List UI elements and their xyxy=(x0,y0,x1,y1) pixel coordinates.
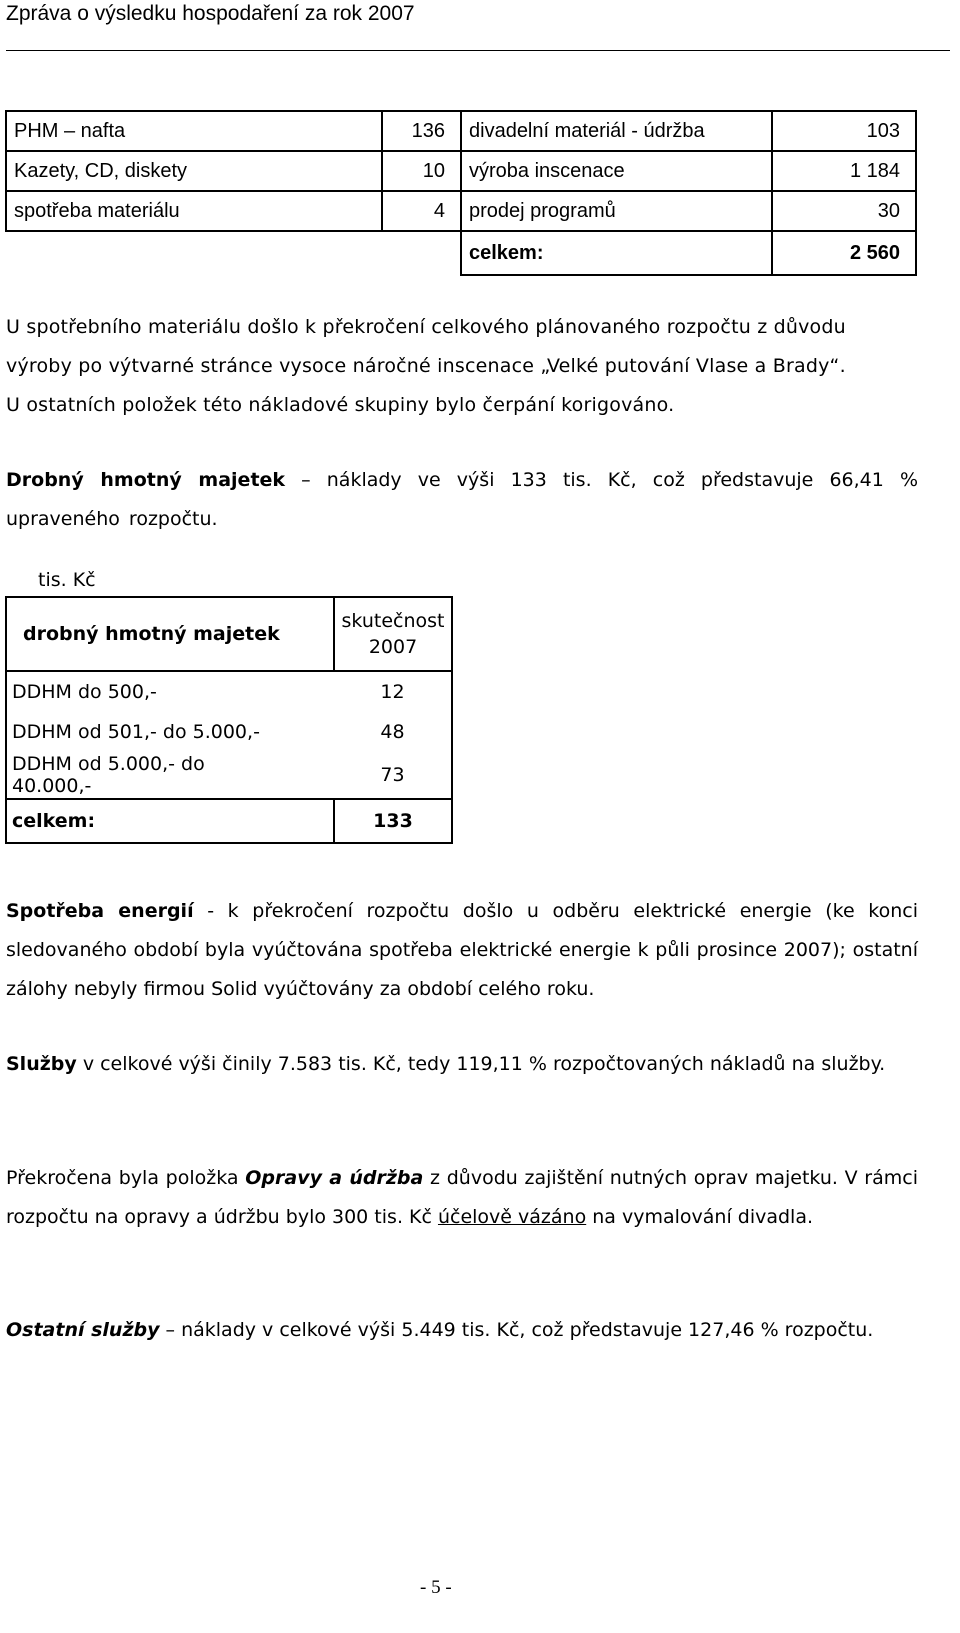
row-value: 12 xyxy=(334,671,452,712)
paragraph-line: výroby po výtvarné stránce vysoce náročné inscenace „Velké putování Vlase a Brady“. xyxy=(6,355,846,377)
header-divider xyxy=(6,50,950,51)
report-title: Zpráva o výsledku hospodaření za rok 2007 xyxy=(6,2,415,25)
materials-table xyxy=(5,110,917,276)
page-number: - 5 - xyxy=(420,1577,452,1598)
heading-sluzby: Služby xyxy=(6,1053,77,1075)
row-label: DDHM od 5.000,- do 40.000,- xyxy=(6,752,334,799)
cell-label: výroba inscenace xyxy=(461,151,772,191)
paragraph-ddhm xyxy=(6,461,918,539)
heading-opravy: Opravy a údržba xyxy=(245,1167,424,1189)
paragraph-ostatni xyxy=(6,1311,918,1350)
paragraph-text: v celkové výši činily 7.583 tis. Kč, tedy 119,11 % rozpočtovaných nákladů na služby. xyxy=(76,1053,886,1075)
header-value: skutečnost 2007 xyxy=(334,597,452,671)
table-total-row xyxy=(6,799,452,843)
paragraph-text: Překročena byla položka xyxy=(6,1167,246,1189)
paragraph-sluzby xyxy=(6,1045,918,1084)
cell-value: 136 xyxy=(382,111,461,151)
cell-label: PHM – nafta xyxy=(6,111,382,151)
paragraph-text: na vymalování divadla. xyxy=(586,1206,814,1228)
cell-value: 10 xyxy=(382,151,461,191)
total-label: celkem: xyxy=(461,231,772,275)
table-row xyxy=(6,712,452,752)
table-header-row xyxy=(6,597,452,671)
unit-label: tis. Kč xyxy=(38,569,96,591)
cell-value: 30 xyxy=(772,191,916,231)
paragraph-text: z důvodu zajištění nutných oprav majetku. V rámci rozpočtu na opravy a údržbu bylo 300 tis. Kč xyxy=(6,1167,918,1228)
underlined-text: účelově vázáno xyxy=(437,1206,587,1228)
row-label: DDHM do 500,- xyxy=(6,671,334,712)
total-label: celkem: xyxy=(6,799,334,843)
total-value: 133 xyxy=(334,799,452,843)
cell-value: 1 184 xyxy=(772,151,916,191)
paragraph-line: U ostatních položek této nákladové skupiny bylo čerpání korigováno. xyxy=(6,394,675,416)
cell-label: spotřeba materiálu xyxy=(6,191,382,231)
row-value: 48 xyxy=(334,712,452,752)
heading-ostatni: Ostatní služby xyxy=(6,1319,160,1341)
table-row xyxy=(6,111,916,151)
cell-label: divadelní materiál - údržba xyxy=(461,111,772,151)
paragraph-energie xyxy=(6,892,918,1009)
paragraph-text: – náklady v celkové výši 5.449 tis. Kč, což představuje 127,46 % rozpočtu. xyxy=(159,1319,874,1341)
heading-ddhm: Drobný hmotný majetek xyxy=(6,469,286,491)
total-value: 2 560 xyxy=(772,231,916,275)
table-row xyxy=(6,671,452,712)
cell-value: 4 xyxy=(382,191,461,231)
cell-label: prodej programů xyxy=(461,191,772,231)
table-row xyxy=(6,191,916,231)
paragraph-line: U spotřebního materiálu došlo k překročení celkového plánovaného rozpočtu z důvodu xyxy=(6,316,846,338)
table-row xyxy=(6,151,916,191)
cell-label: Kazety, CD, diskety xyxy=(6,151,382,191)
heading-energie: Spotřeba energií xyxy=(6,900,194,922)
cell-value: 103 xyxy=(772,111,916,151)
table-total-row xyxy=(6,231,916,275)
row-label: DDHM od 501,- do 5.000,- xyxy=(6,712,334,752)
table-row xyxy=(6,752,452,799)
ddhm-table xyxy=(5,596,453,844)
paragraph-text: – náklady ve výši 133 tis. Kč, což představuje 66,41 % upraveného rozpočtu. xyxy=(6,469,918,530)
header-label: drobný hmotný majetek xyxy=(6,597,334,671)
paragraph-opravy xyxy=(6,1159,918,1237)
row-value: 73 xyxy=(334,752,452,799)
paragraph-text: - k překročení rozpočtu došlo u odběru elektrické energie (ke konci sledovaného období byla vyúčtována spotřeba elektrické energie k půli prosince 2007); ostatní zálohy nebyly firmou Solid vyúčtovány za období celého roku. xyxy=(6,900,918,1000)
paragraph-material xyxy=(6,308,918,425)
